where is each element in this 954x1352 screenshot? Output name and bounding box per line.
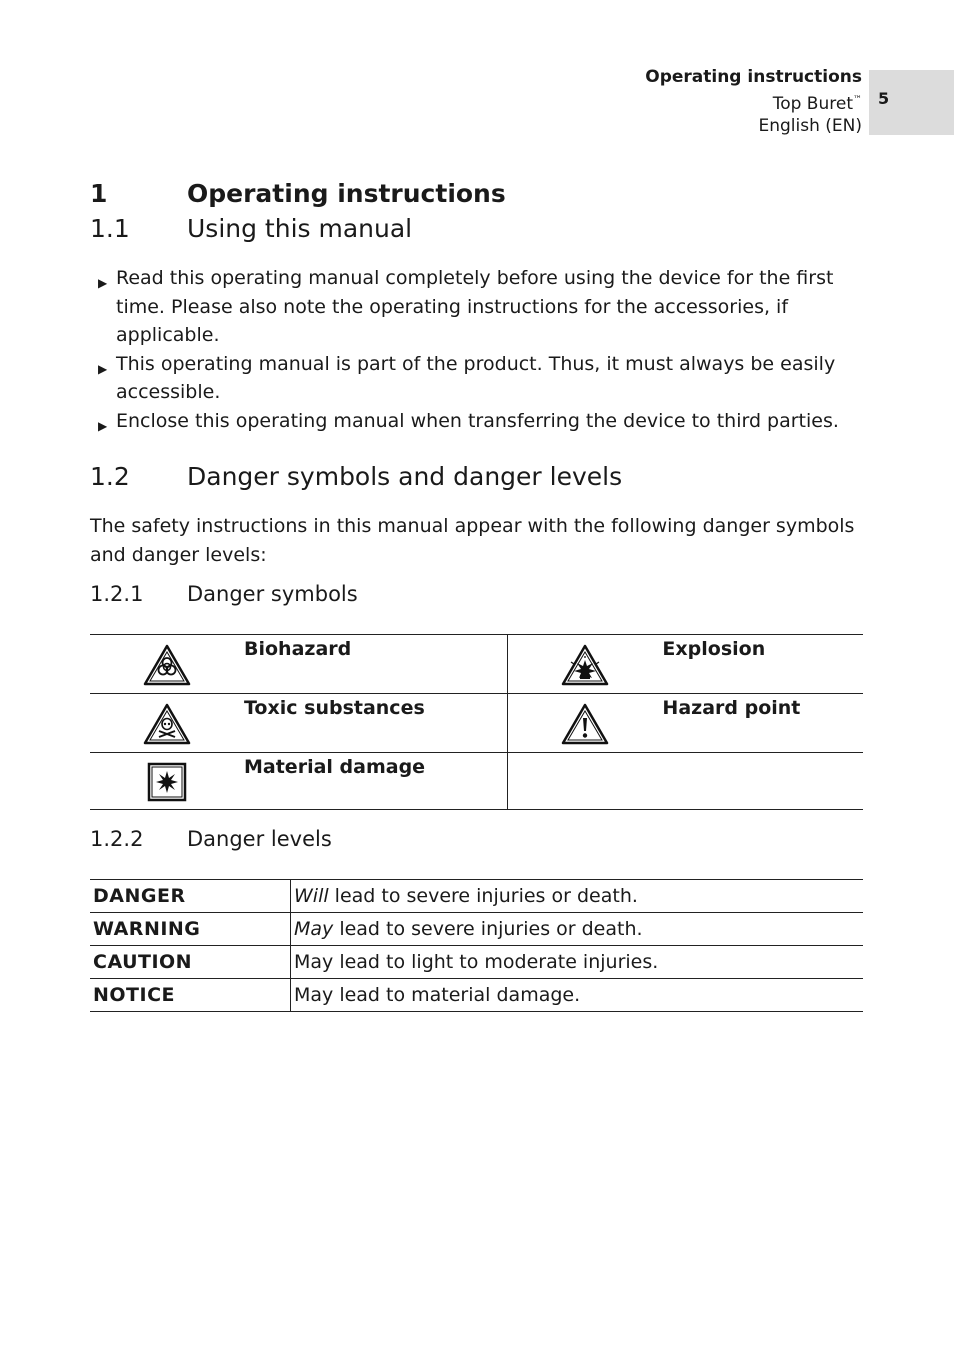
heading-text: Danger symbols and danger levels	[187, 462, 623, 491]
header-title: Operating instructions	[645, 67, 862, 87]
page-number-tab	[869, 70, 954, 135]
symbol-label: Biohazard	[244, 635, 508, 694]
level-name: WARNING	[90, 913, 291, 946]
level-description: May lead to severe injuries or death.	[291, 913, 864, 946]
heading-number: 1	[90, 179, 108, 208]
explosion-icon	[561, 644, 609, 686]
symbol-cell	[508, 694, 663, 753]
trademark-sign: ™	[853, 94, 862, 105]
hazard-point-icon	[561, 703, 609, 745]
list-item: ▶ Enclose this operating manual when transferring the device to third parties.	[92, 407, 862, 436]
toxic-icon	[143, 703, 191, 745]
level-description: May lead to light to moderate injuries.	[291, 946, 864, 979]
manual-usage-list	[92, 264, 862, 435]
table-row	[90, 880, 863, 913]
header-product: Top Buret™	[772, 93, 862, 114]
symbol-label: Hazard point	[662, 694, 863, 753]
table-row	[90, 753, 863, 810]
running-header	[645, 66, 862, 138]
danger-levels-table	[90, 879, 863, 1012]
heading-number: 1.2.2	[90, 827, 144, 851]
symbol-label: Material damage	[244, 753, 508, 810]
heading-1-2-2	[90, 827, 332, 851]
table-row	[90, 946, 863, 979]
level-name: CAUTION	[90, 946, 291, 979]
list-item: ▶ Read this operating manual completely before using the device for the first time. Please also note the operating instructions for the accessories, if applicable.	[98, 267, 834, 346]
list-item: ▶ This operating manual is part of the product. Thus, it must always be easily accessible.	[98, 352, 836, 403]
biohazard-icon	[143, 644, 191, 686]
heading-text: Danger levels	[187, 827, 332, 851]
table-row	[90, 979, 863, 1012]
arrow-bullet-icon: ▶	[98, 361, 108, 376]
level-name: NOTICE	[90, 979, 291, 1012]
table-row	[90, 694, 863, 753]
heading-text: Using this manual	[187, 214, 413, 243]
arrow-bullet-icon: ▶	[98, 276, 108, 290]
level-description: May lead to material damage.	[291, 979, 864, 1012]
heading-number: 1.2.1	[90, 582, 144, 606]
arrow-bullet-icon: ▶	[98, 418, 108, 433]
heading-text: Operating instructions	[187, 179, 506, 208]
heading-1	[90, 179, 506, 208]
heading-number: 1.1	[90, 214, 130, 243]
heading-text: Danger symbols	[187, 582, 358, 606]
heading-1-2-1	[90, 582, 358, 606]
table-row	[90, 913, 863, 946]
empty-cell	[508, 753, 863, 810]
symbol-cell	[90, 694, 244, 753]
symbol-cell	[90, 753, 244, 810]
heading-1-1	[90, 214, 412, 243]
intro-paragraph: The safety instructions in this manual appear with the following danger symbols and danger levels:	[90, 515, 855, 566]
header-language: English (EN)	[758, 116, 862, 136]
table-row	[90, 635, 863, 694]
symbol-label: Toxic substances	[244, 694, 508, 753]
symbol-label: Explosion	[662, 635, 863, 694]
heading-number: 1.2	[90, 462, 130, 491]
symbol-cell	[508, 635, 663, 694]
heading-1-2	[90, 462, 622, 491]
symbol-cell	[90, 635, 244, 694]
danger-symbols-table	[90, 634, 863, 810]
material-damage-icon	[147, 762, 187, 802]
page-number: 5	[878, 89, 890, 108]
level-name: DANGER	[90, 880, 291, 913]
level-description: Will lead to severe injuries or death.	[291, 880, 864, 913]
